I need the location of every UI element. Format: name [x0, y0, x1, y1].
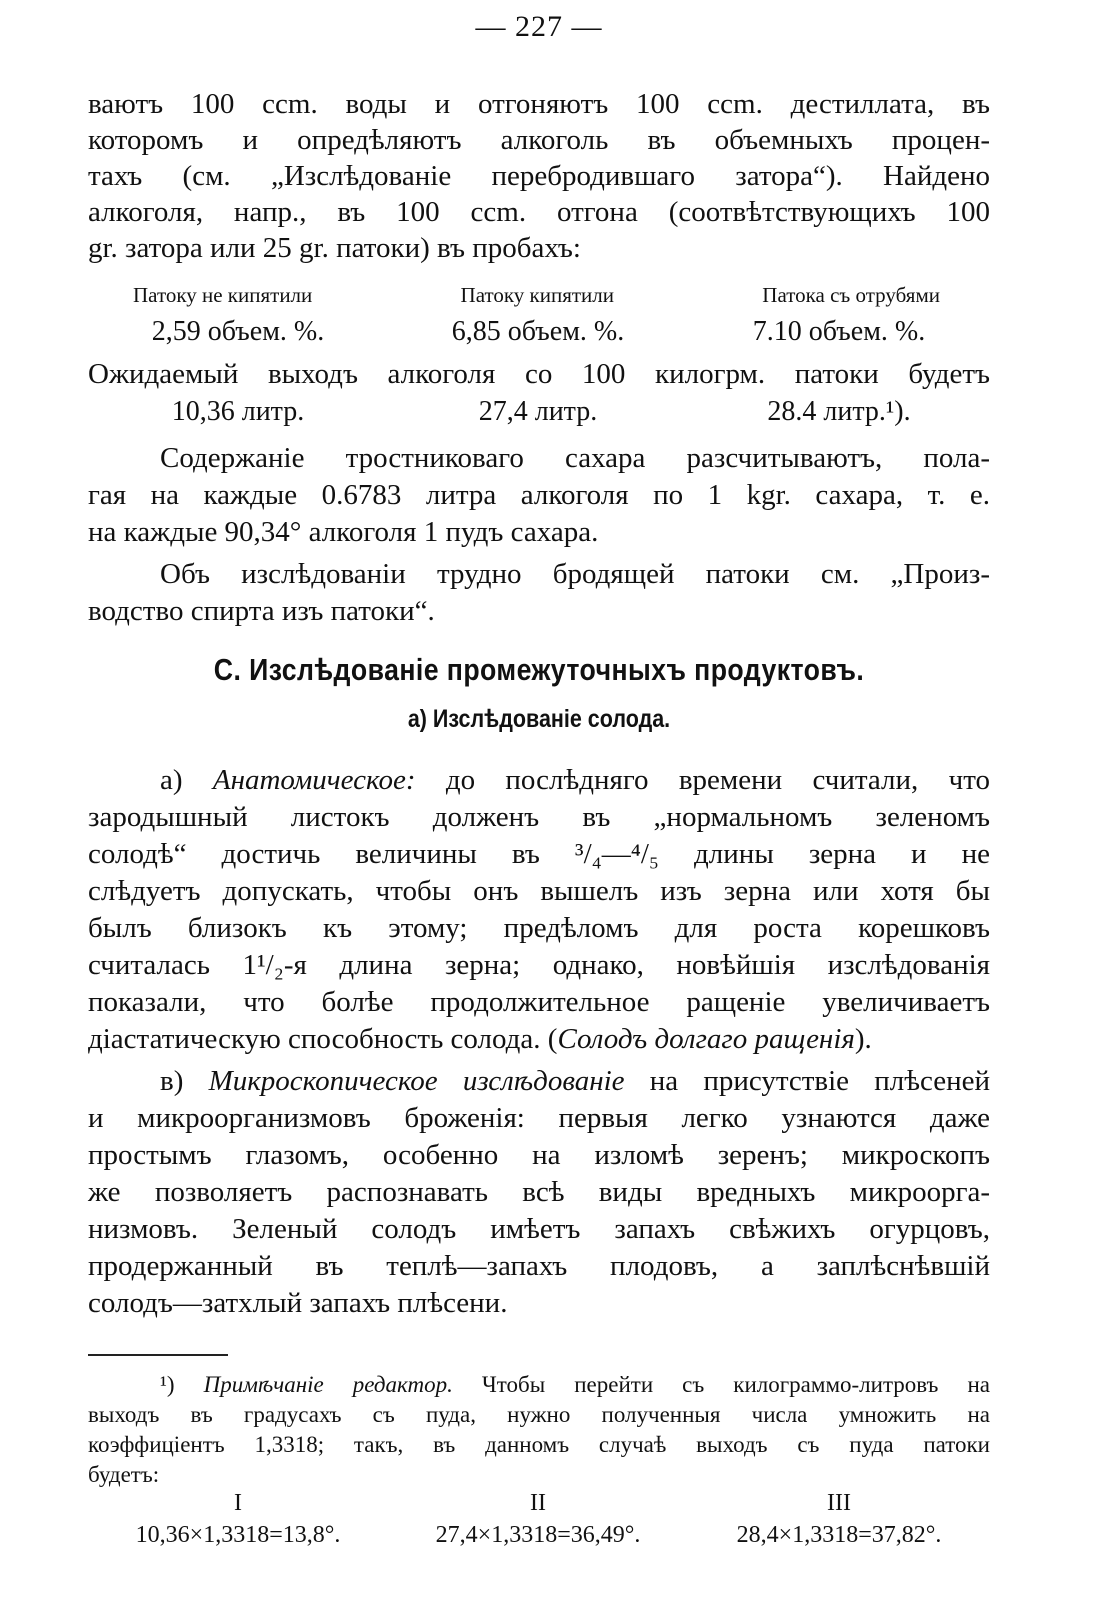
para4-first-rest: до послѣдняго времени считали, что [415, 764, 990, 796]
table-header-2: Патоку кипятили [460, 283, 615, 307]
para4-line-2: зародышный листокъ долженъ въ „нормальномъ зеленомъ [88, 801, 990, 833]
para4-line-6: считалась 1¹/₂-я длина зерна; однако, новѣйшія изслѣдованія [88, 949, 990, 981]
para5-line-4: же позволяетъ распознавать всѣ виды вредныхъ микроорга- [88, 1176, 990, 1208]
table-cell: 6,85 объем. %. [451, 316, 625, 347]
para1-line-3: тахъ (см. „Изслѣдованіе перебродившаго затора“). Найдено [88, 160, 990, 192]
footnote-formula-3: 28,4×1,3318=37,82°. [736, 1522, 942, 1548]
para4-line-4: слѣдуетъ допускать, чтобы онъ вышелъ изъ зерна или хотя бы [88, 875, 990, 907]
para5-line-2: и микроорганизмовъ броженія: первыя легко узнаются даже [88, 1102, 990, 1134]
para2-line-1: Содержаніе тростниковаго сахара разсчитываютъ, пола- [160, 442, 990, 474]
table-cell: 28.4 литр.¹). [767, 396, 911, 427]
para1-line-4: алкоголя, напр., въ 100 ccm. отгона (соотвѣтствующихъ 100 [88, 196, 990, 228]
footnote-divider [88, 1354, 228, 1356]
table-cell: 10,36 литр. [171, 396, 305, 427]
footnote-first-rest: Чтобы перейти съ килограммо-литровъ на [452, 1372, 990, 1397]
para2-line-2: гая на каждые 0.6783 литра алкоголя по 1 kgr. сахара, т. е. [88, 479, 990, 511]
para4-line-3: солодѣ“ достичь величины въ ³/₄—⁴/₅ длины зерна и не [88, 838, 990, 870]
para5-line-6: продержанный въ теплѣ—запахъ плодовъ, а заплѣснѣвшій [88, 1250, 990, 1282]
para5-prefix: в) [160, 1065, 209, 1097]
footnote-line-4: будетъ: [88, 1462, 160, 1487]
para1-line-5: gr. затора или 25 gr. патоки) въ пробахъ: [88, 232, 581, 264]
alcohol-table-row-1 [88, 316, 990, 348]
footnote-col-3: III [827, 1490, 851, 1516]
para4-line-5: былъ близокъ къ этому; предѣломъ для роста корешковъ [88, 912, 990, 944]
para4-line-8 [88, 1021, 990, 1057]
para4-line-7: показали, что болѣе продолжительное ращеніе увеличиваетъ [88, 986, 990, 1018]
footnote-line-2: выходъ въ градусахъ съ пуда, нужно полученныя числа умножить на [88, 1402, 990, 1427]
para5-line-1 [88, 1063, 990, 1099]
footnote-line-3: коэффиціентъ 1,3318; такъ, въ данномъ случаѣ выходъ съ пуда патоки [88, 1432, 990, 1457]
page-number: — 227 — [475, 10, 603, 43]
footnote-line-1 [88, 1370, 990, 1400]
expected-yield-line: Ожидаемый выходъ алкоголя со 100 килогрм. патоки будетъ [88, 358, 990, 390]
para5-line-3: простымъ глазомъ, особенно на изломѣ зеренъ; микроскопъ [88, 1139, 990, 1171]
footnote-italic: Примѣчаніе редактор. [203, 1372, 453, 1397]
para1-line-2: которомъ и опредѣляютъ алкоголь въ объемныхъ процен- [88, 124, 990, 156]
para4-prefix: а) [160, 764, 213, 796]
para5-first-rest: на присутствіе плѣсеней [624, 1065, 991, 1097]
footnote-col-2: II [530, 1490, 546, 1516]
table-cell: 27,4 литр. [478, 396, 598, 427]
para3-line-1: Объ изслѣдованіи трудно бродящей патоки см. „Произ- [160, 558, 990, 590]
table-header-1: Патоку не кипятили [133, 283, 313, 307]
table-header-3: Патока съ отрубями [762, 283, 940, 307]
para4-italic-term: Анатомическое: [212, 764, 416, 796]
para5-line-5: низмовъ. Зеленый солодъ имѣетъ запахъ свѣжихъ огурцовъ, [88, 1213, 990, 1245]
para4-line-1 [88, 762, 990, 798]
footnote-col-1: I [234, 1490, 242, 1516]
table-cell: 7.10 объем. %. [752, 316, 926, 347]
alcohol-table-headers [88, 283, 990, 308]
para4-last-plain: діастатическую способность солода. ( [88, 1023, 558, 1055]
footnote-marker: ¹) [160, 1372, 204, 1397]
para5-italic-term: Микроскопическое изслѣдованіе [208, 1065, 625, 1097]
para4-last-italic: Солодъ долгаго ращенія [557, 1023, 855, 1055]
section-heading: C. Изслѣдованіе промежуточныхъ продуктовъ. [213, 652, 865, 687]
footnote-formulas [88, 1522, 990, 1549]
para1-line-1: ваютъ 100 ccm. воды и отгоняютъ 100 ccm. дестиллата, въ [88, 88, 990, 120]
para2-line-3: на каждые 90,34° алкоголя 1 пудъ сахара. [88, 516, 599, 548]
para3-line-2: водство спирта изъ патоки“. [88, 595, 435, 627]
footnote-formula-2: 27,4×1,3318=36,49°. [435, 1522, 641, 1548]
table-cell: 2,59 объем. %. [151, 316, 325, 347]
footnote-formula-1: 10,36×1,3318=13,8°. [135, 1522, 341, 1548]
para4-last-end: ). [854, 1023, 872, 1055]
subsection-heading: а) Изслѣдованіе солода. [407, 705, 671, 733]
footnote-column-labels [88, 1490, 990, 1517]
para5-line-7: солодъ—затхлый запахъ плѣсени. [88, 1287, 508, 1319]
alcohol-table-row-2 [88, 396, 990, 428]
